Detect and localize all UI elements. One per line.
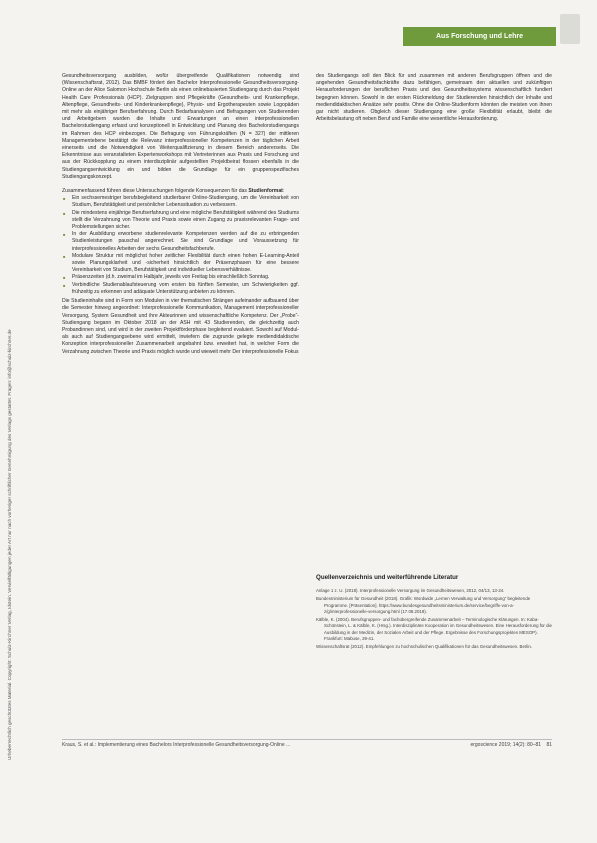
list-item: ■ Modulare Struktur mit möglichst hoher zeitlicher Flexibilität durch einen hohen E-Learning-Anteil sowie Planungsklarheit und -sicherheit hinsichtlich der Präsenzphasen für eine bessere Vereinbarkeit von Studium, Berufstätigkeit und individueller Lebensverhältnisse. [62,253,299,275]
footer-citation: Kraus, S. et al.: Implementierung eines Bachelors Interprofessionelle Gesundheitsversorgung-Online ... [62,742,291,748]
references-heading: Quellenverzeichnis und weiterführende Literatur [316,574,459,581]
reference-item: Bundesministerium für Gesundheit (2018). Grafik: Wordwide „Lernen Verwaltung und Versorgung“ begleitende Programme. [Präsentation]. https://www.bundesgesundheitsministerium.de/service/begriffe-von-a-z/g/interprofessionelle-versorgung.html (17.08.2018). [316,596,531,614]
summary-lead-text: Zusammenfassend führen diese Untersuchungen folgende Konsequenzen für das [62,188,247,195]
footer-divider [62,739,552,740]
copyright-notice: Urheberrechtlich geschütztes Material. Copyright: Schulz-Kirchner Verlag, Idstein. Vervielfältigungen jeder Art nur nach vorheriger schriftlicher Genehmigung des Verlags gestattet. Fragen: info@schulz-kirchner.de [7,329,12,760]
summary-lead [62,188,299,195]
list-item: ■ Verbindliche Studienablaufsteuerung vom ersten bis fünften Semester, um Schwierigkeiten ggf. frühzeitig zu erkennen und adäquate Unterstützung anbieten zu können. [62,282,299,296]
reference-item: Anlage 1 z. U. (2018). Interprofessionelle Versorgung im Gesundheitswesen, 2012, 04/13, 13-24. [316,588,505,593]
study-format-list [62,195,299,296]
study-format-label: Studienformat [248,188,283,195]
reference-item: Wissenschaftsrat (2012). Empfehlungen zu hochschulischen Qualifikationen für das Gesundheitswesen. Berlin. [316,644,532,650]
intro-paragraph: Gesundheitsversorgung ausbilden, wofür übergreifende Qualifikationen notwendig sind (Wissenschaftsrat, 2012). Das BMBF fördert den Bachelor Interprofessionelle Gesundheitsversorgung-Online an der Alice Salomon Hochschule Berlin als einen onlinebasierten Studiengang durch das Projekt Health Care Professionals (HCP). Zielgruppen sind Pflegekräfte (Gesundheits- und Krankenpflege, Altenpflege, Gesundheits- und Kinderkrankenpflege), Physio- und Ergotherapeuten sowie Logopäden mit mehr als einjähriger Berufserfahrung. Durch Bedarfsanalysen und Befragungen von Studierenden und Arbeitgebern wurden die Inhalte und Erwartungen an einen interprofessionellen Bachelorstudiengang erfasst und konzeptionell in Entwicklung und Planung des Bachelorstudiengangs im Rahmen des HCP einbezogen. Die Befragung von Führungskräften (N = 327) der mittleren Managementebene bestätigt die Relevanz interprofessioneller Kompetenzen in der täglichen Arbeit einerseits und die Notwendigkeit von Weiterqualifizierung in diesem Bereich andererseits. Die Erkenntnisse aus veranstalteten Expertenworkshops mit Vertreterinnen aus Praxis und Forschung und aus der Rückkopplung zu einem interdisziplinär aufgestellten Projektbeirat flossen ebenfalls in die Studiengangsentwicklung ein und bilden die Grundlage für ein gruppenspezifisches Studiengangskonzept. [62,73,299,180]
page-number: 81 [546,742,552,748]
list-item: ■ Ein sechssemestriger berufsbegleitend studierbarer Online-Studiengang, um die Vereinbarkeit von Studium, Berufstätigkeit und persönlicher Lebenssituation zu verbessern. [62,195,299,209]
right-column [316,73,552,130]
study-format-colon: : [282,188,285,195]
list-item: ■ Präsenzzeiten (d.h. zweimal im Halbjahr, jeweils von Freitag bis einschließlich Sonntag. [62,274,299,281]
references-list [316,588,552,653]
left-column [62,73,299,363]
footer-journal [470,742,552,748]
reference-item: Kälble, K. (2004). Berufsgruppen- und fachübergreifende Zusammenarbeit – Terminologische Klärungen. In: Kaba-Schönstein, L. & Kälble, K. (Hrsg.). Interdisziplinäre Kooperation im Gesundheitswesen. Eine Herausforderung für die Ausbildung in der Medizin, der Sozialen Arbeit und der Pflege. Ergebnisse des Forschungsprojektes MESOP). Frankfurt: Mabuse, 29-41. [316,617,552,642]
focus-paragraph: des Studiengangs soll den Blick für und zusammen mit anderen Berufsgruppen öffnen und die angehenden Gesundheitsfachkräfte dazu befähigen, gemeinsam den aktuellen und zukünftigen Herausforderungen der beruflichen Praxis und des Gesundheitssystems wissenschaftlich fundiert begegnen können. Sowohl in der ersten Rückmeldung der Studierenden hinsichtlich der Inhalte und mediendidaktischen Ansätze sehr positiv. Ohne die Online-Studienform könnten die meisten von ihnen gar nicht studieren. Obgleich dieser Studiengang eine große Flexibilität erlaubt, bleibt die Arbeitsbelastung oft neben Beruf und Familie eine wesentliche Herausforderung. [316,73,552,123]
list-item: ■ Die mindestens einjährige Berufserfahrung und eine mögliche Berufstätigkeit während des Studiums stellt die Verzahnung von Theorie und Praxis sowie einen Zugang zu praxisrelevanten Frage- und Problemstellungen sicher. [62,210,299,232]
page-corner-mark [560,14,580,44]
curriculum-paragraph: Die Studieninhalte sind in Form von Modulen in vier thematischen Strängen aufeinander aufbauend über die Semester hinweg angeordnet: Interprofessionelle Kommunikation, Management interprofessioneller Versorgung, System Gesundheit und ihre Akteurinnen und wissenschaftliche Kompetenz. Der „Probe“-Studiengang begann im Oktober 2018 an der ASH mit 43 Studierenden, die gleichzeitig auch Probandinnen sind, und wird in der zweiten Projektförderphase begleitend evaluiert. Sowohl auf Modul- als auch auf Studiengangsebene wird ermittelt, inwiefern die zugrunde gelegte mediendidaktische Konzeption interprofessioneller Zusammenarbeit angebahnt bzw. erweitert hat, in welcher Form die Verzahnung zwischen Theorie und Praxis möglich wurde und wieweit mehr Der interprofessionelle Fokus [62,298,299,355]
list-item: ■ In der Ausbildung erworbene studienrelevante Kompetenzen werden auf die zu erbringenden Studienleistungen pauschal angerechnet. Sie sind Grundlage und Voraussetzung für interprofessionelles Arbeiten der sechs Gesundheitsfachberufe. [62,231,299,253]
section-label: Aus Forschung und Lehre [403,27,556,46]
journal-reference: ergoscience 2019; 14(2): 80–81 [470,742,542,748]
